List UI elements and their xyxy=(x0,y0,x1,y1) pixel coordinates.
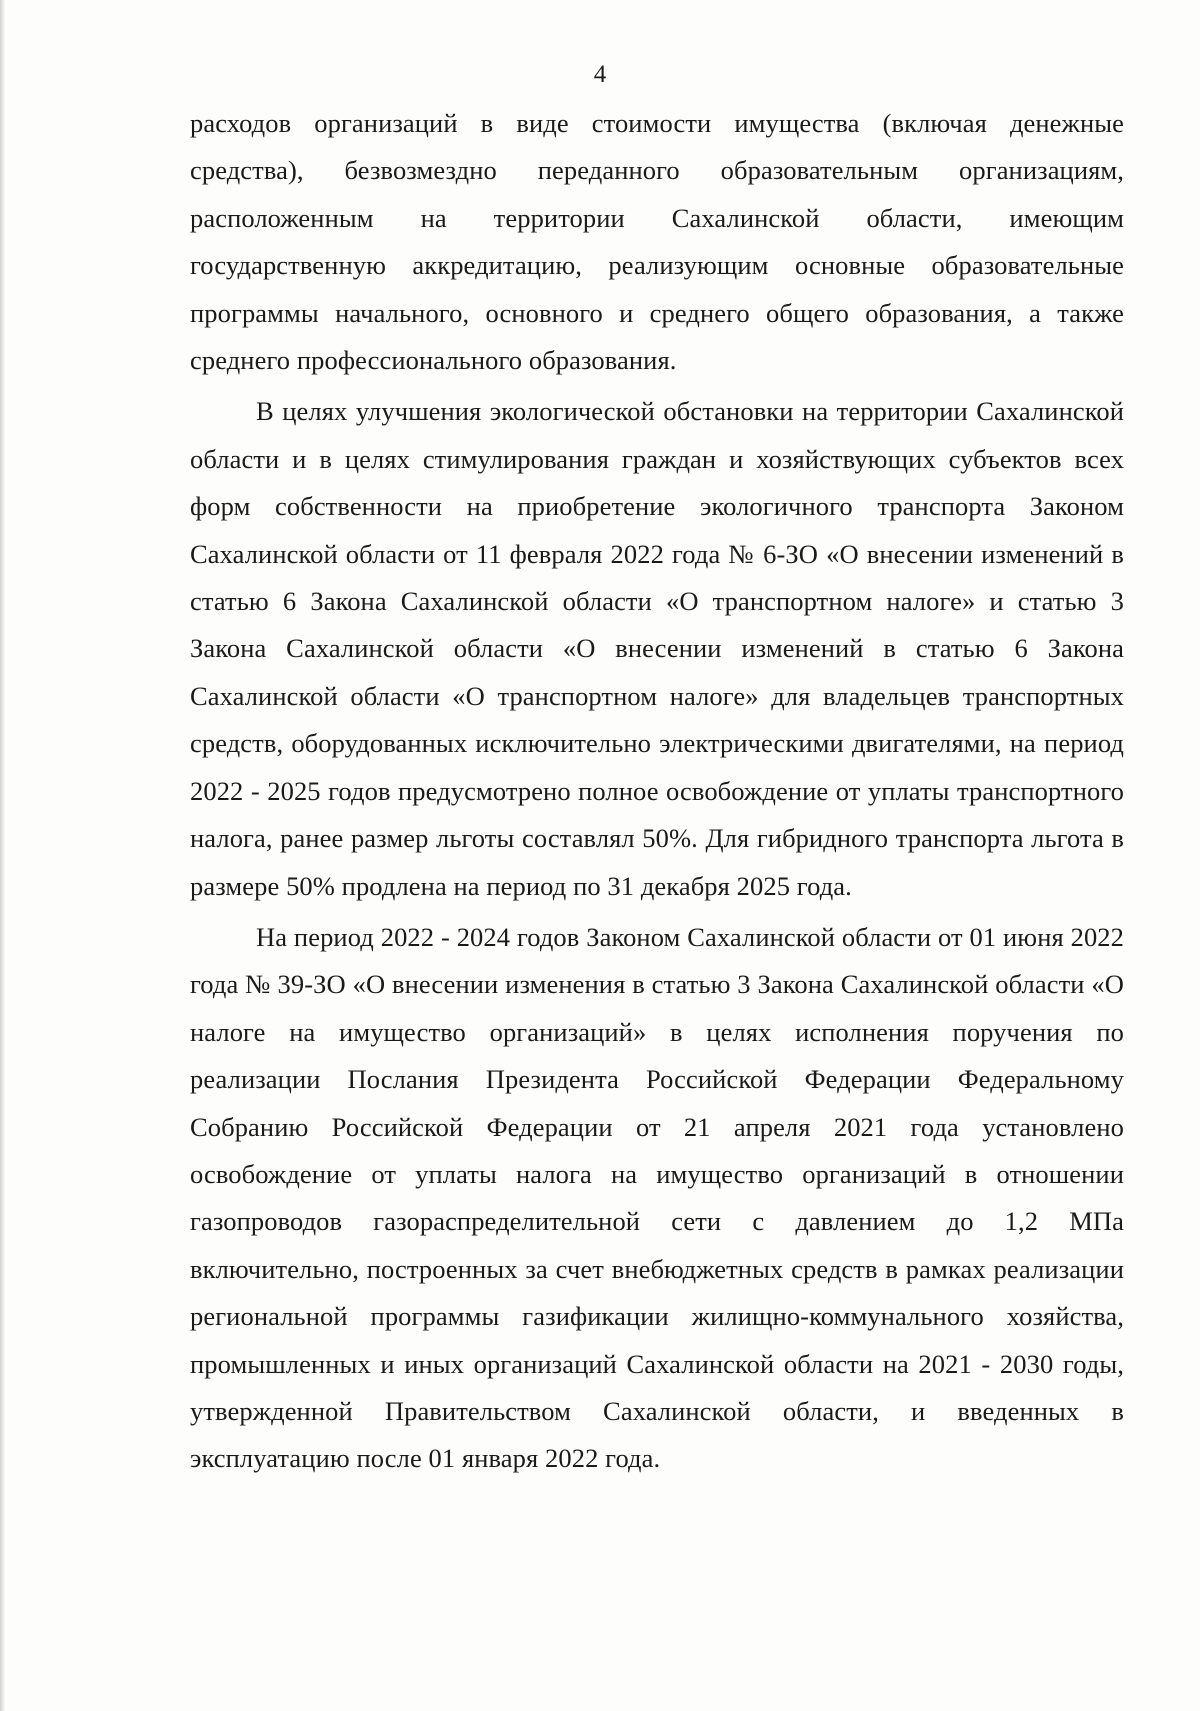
page-number: 4 xyxy=(593,61,607,88)
paragraph-continuation: расходов организаций в виде стоимости имущества (включая денежные средства), безвозмездно переданного образовательным организациям, расположенным на территории Сахалинской области, имеющим государственную аккредитацию, реализующим основные образовательные программы начального, основного и среднего общего образования, а также среднего профессионального образования. xyxy=(190,108,1124,376)
paragraph-transport-tax: В целях улучшения экологической обстановки на территории Сахалинской области и в целях стимулирования граждан и хозяйствующих субъектов всех форм собственности на приобретение экологичного транспорта Законом Сахалинской области от 11 февраля 2022 года № 6-ЗО «О внесении изменений в статью 6 Закона Сахалинской области «О транспортном налоге» и статью 3 Закона Сахалинской области «О внесении изменений в статью 6 Закона Сахалинской области «О транспортном налоге» для владельцев транспортных средств, оборудованных исключительно электрическими двигателями, на период 2022 - 2025 годов предусмотрено полное освобождение от уплаты транспортного налога, ранее размер льготы составлял 50%. Для гибридного транспорта льгота в размере 50% продлена на период по 31 декабря 2025 года. xyxy=(190,396,1124,901)
scan-edge-shadow xyxy=(0,0,5,1711)
paragraph-property-tax: На период 2022 - 2024 годов Законом Сахалинской области от 01 июня 2022 года № 39-ЗО «О внесении изменения в статью 3 Закона Сахалинской области «О налоге на имущество организаций» в целях исполнения поручения по реализации Послания Президента Российской Федерации Федеральному Собранию Российской Федерации от 21 апреля 2021 года установлено освобождение от уплаты налога на имущество организаций в отношении газопроводов газораспределительной сети с давлением до 1,2 МПа включительно, построенных за счет внебюджетных средств в рамках реализации региональной программы газификации жилищно-коммунального хозяйства, промышленных и иных организаций Сахалинской области на 2021 - 2030 годы, утвержденной Правительством Сахалинской области, и введенных в эксплуатацию после 01 января 2022 года. xyxy=(190,921,1124,1474)
document-body xyxy=(190,100,1124,1487)
